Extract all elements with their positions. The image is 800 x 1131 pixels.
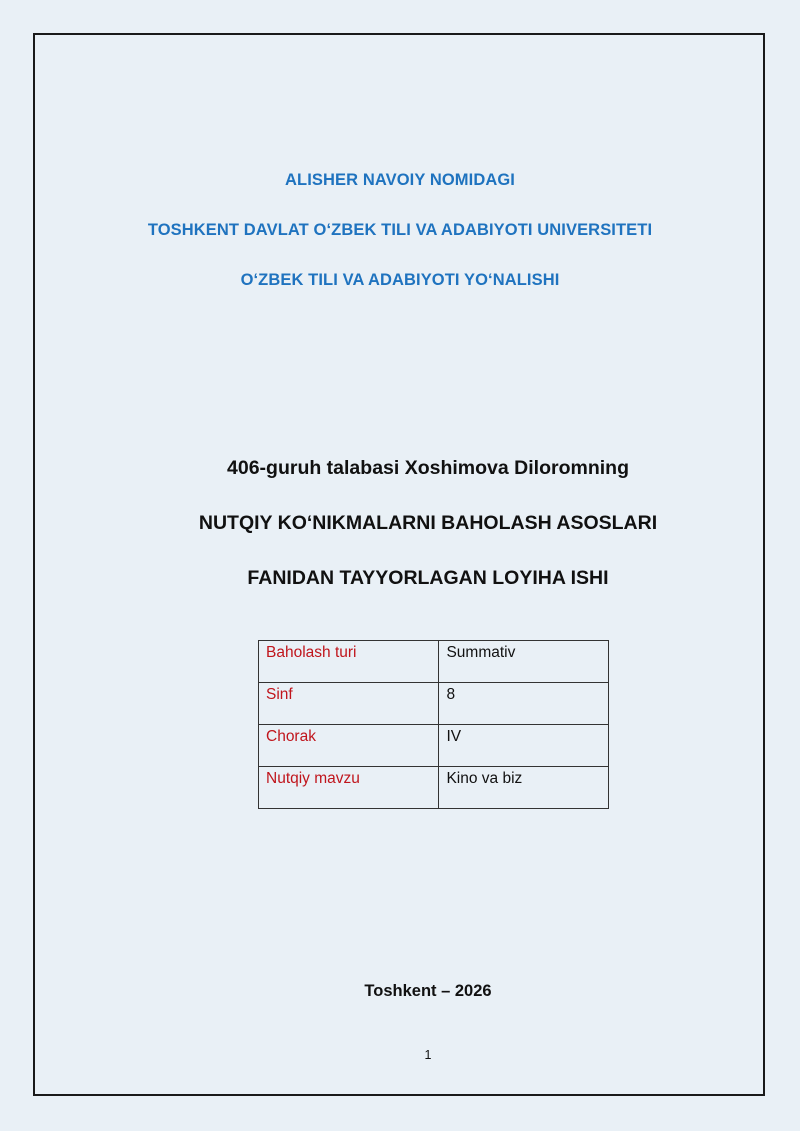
table-row	[259, 683, 609, 725]
row-value: 8	[439, 683, 609, 725]
table-row	[259, 725, 609, 767]
page-number: 1	[424, 1048, 432, 1062]
row-label: Nutqiy mavzu	[259, 767, 439, 809]
row-value: IV	[439, 725, 609, 767]
project-title: FANIDAN TAYYORLAGAN LOYIHA ISHI	[247, 567, 609, 589]
table-row	[259, 767, 609, 809]
department-name: O‘ZBEK TILI VA ADABIYOTI YO‘NALISHI	[240, 271, 560, 289]
row-label: Sinf	[259, 683, 439, 725]
table-row	[259, 641, 609, 683]
place-and-year: Toshkent – 2026	[364, 982, 492, 1000]
student-line: 406-guruh talabasi Xoshimova Diloromning	[227, 457, 629, 479]
row-value: Kino va biz	[439, 767, 609, 809]
row-value: Summativ	[439, 641, 609, 683]
university-prefix: ALISHER NAVOIY NOMIDAGI	[285, 171, 515, 189]
subject-title: NUTQIY KO‘NIKMALARNI BAHOLASH ASOSLARI	[198, 512, 658, 534]
assessment-info-table	[258, 640, 609, 809]
university-name: TOSHKENT DAVLAT O‘ZBEK TILI VA ADABIYOTI UNIVERSITETI	[147, 221, 653, 239]
row-label: Baholash turi	[259, 641, 439, 683]
row-label: Chorak	[259, 725, 439, 767]
page-border	[33, 33, 765, 1096]
